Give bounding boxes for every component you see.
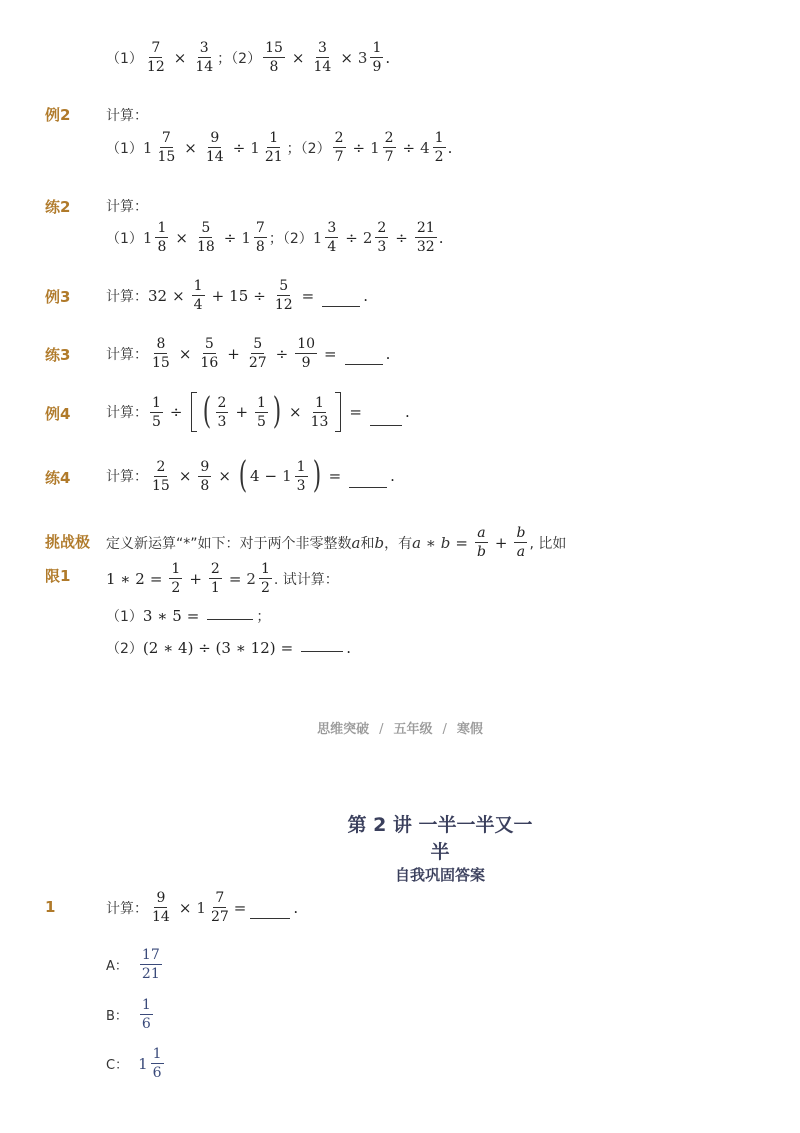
answer-blank[interactable] <box>349 486 387 488</box>
challenge-label-2: 限1 <box>45 567 71 585</box>
answer-blank[interactable] <box>207 618 253 620</box>
part-1-label: （1） <box>106 50 143 67</box>
answer-blank[interactable] <box>345 363 383 365</box>
answer-blank[interactable] <box>250 917 290 919</box>
challenge-example: 1 ∗ 2 = $\frac{1}{2}$ + $\frac{2}{1}$ = 2 $\frac{1}{2}$ . 试计算： <box>106 561 339 596</box>
practice-2-title: 计算： <box>106 199 148 215</box>
left-bracket <box>191 392 197 432</box>
option-b[interactable]: B： $\frac{1}{6}$ <box>106 997 151 1032</box>
challenge-definition: 定义新运算“*”如下：对于两个非零整数 a 和 b ，有 a ∗ b = $\frac{a}{b}$ + $\frac{b}{a}$ , 比如 <box>106 525 567 560</box>
answer-blank[interactable] <box>322 305 360 307</box>
practice-3-expression: 计算： $\frac{8}{15}$ × $\frac{5}{16}$ + $\frac{5}{27}$ ÷ $\frac{10}{9}$ = . <box>106 336 391 371</box>
answer-blank[interactable] <box>370 424 402 426</box>
lecture-title: 第 2 讲 一半一半又一半 <box>347 814 533 863</box>
challenge-question-1: （1） 3 ∗ 5 = ； <box>106 607 271 625</box>
challenge-label: 挑战极 <box>45 533 91 551</box>
practice-2-expression: （1） 1 $\frac{1}{8}$ × $\frac{5}{18}$ ÷ 1 $\frac{7}{8}$ ；（2） 1 $\frac{3}{4}$ ÷ 2 $\frac{2}{3}$ ÷ $\frac{21}{32}$ . <box>106 220 444 255</box>
practice-4-expression: 计算： $\frac{2}{15}$ × $\frac{9}{8}$ × ( 4 − 1 $\frac{1}{3}$ ) = . <box>106 455 395 496</box>
practice-3-label: 练3 <box>45 346 71 364</box>
answer-blank[interactable] <box>301 650 343 652</box>
right-bracket <box>335 392 341 432</box>
fraction: $\frac{15}{8}$ <box>265 40 283 75</box>
option-a[interactable]: A： $\frac{17}{21}$ <box>106 947 160 982</box>
example-4-expression: 计算： $\frac{1}{5}$ ÷ ( $\frac{2}{3}$ + $\frac{1}{5}$ ) × $\frac{1}{13}$ = . <box>106 391 410 432</box>
question-1-expression: 计算： $\frac{9}{14}$ × 1 $\frac{7}{27}$ = . <box>106 890 299 925</box>
fraction: $\frac{7}{12}$ <box>146 40 165 75</box>
example-2-label: 例2 <box>45 106 71 124</box>
question-number: 1 <box>45 898 56 916</box>
practice-4-label: 练4 <box>45 469 71 487</box>
practice-2-label: 练2 <box>45 198 71 216</box>
example-2-expression: （1） 1 $\frac{7}{15}$ × $\frac{9}{14}$ ÷ 1 $\frac{1}{21}$ ；（2） $\frac{2}{7}$ ÷ 1 $\frac{2}{7}$ ÷ 4 $\frac{1}{2}$ . <box>106 130 453 165</box>
example-2-title: 计算： <box>106 108 148 124</box>
page-footer: 思维突破 / 五年级 / 寒假 <box>317 722 483 737</box>
example-4-label: 例4 <box>45 405 71 423</box>
example-3-expression: 计算： 32 × $\frac{1}{4}$ + 15 ÷ $\frac{5}{12}$ = . <box>106 278 369 313</box>
section-title: 自我巩固答案 <box>394 866 485 884</box>
fraction: $\frac{3}{14}$ <box>195 40 214 75</box>
fraction: $\frac{3}{14}$ <box>313 40 332 75</box>
mixed-number: 3 $\frac{1}{9}$ <box>357 40 382 75</box>
part-2-label: ；（2） <box>217 50 262 67</box>
example-3-label: 例3 <box>45 288 71 306</box>
top-line: （1） $\frac{7}{12}$ × $\frac{3}{14}$ ；（2） $\frac{15}{8}$ × $\frac{3}{14}$ × 3 $\frac{1}{9}$ . <box>106 40 391 75</box>
option-c[interactable]: C： 1 $\frac{1}{6}$ <box>106 1046 162 1081</box>
challenge-question-2: （2） (2 ∗ 4) ÷ (3 ∗ 12) = . <box>106 639 351 657</box>
